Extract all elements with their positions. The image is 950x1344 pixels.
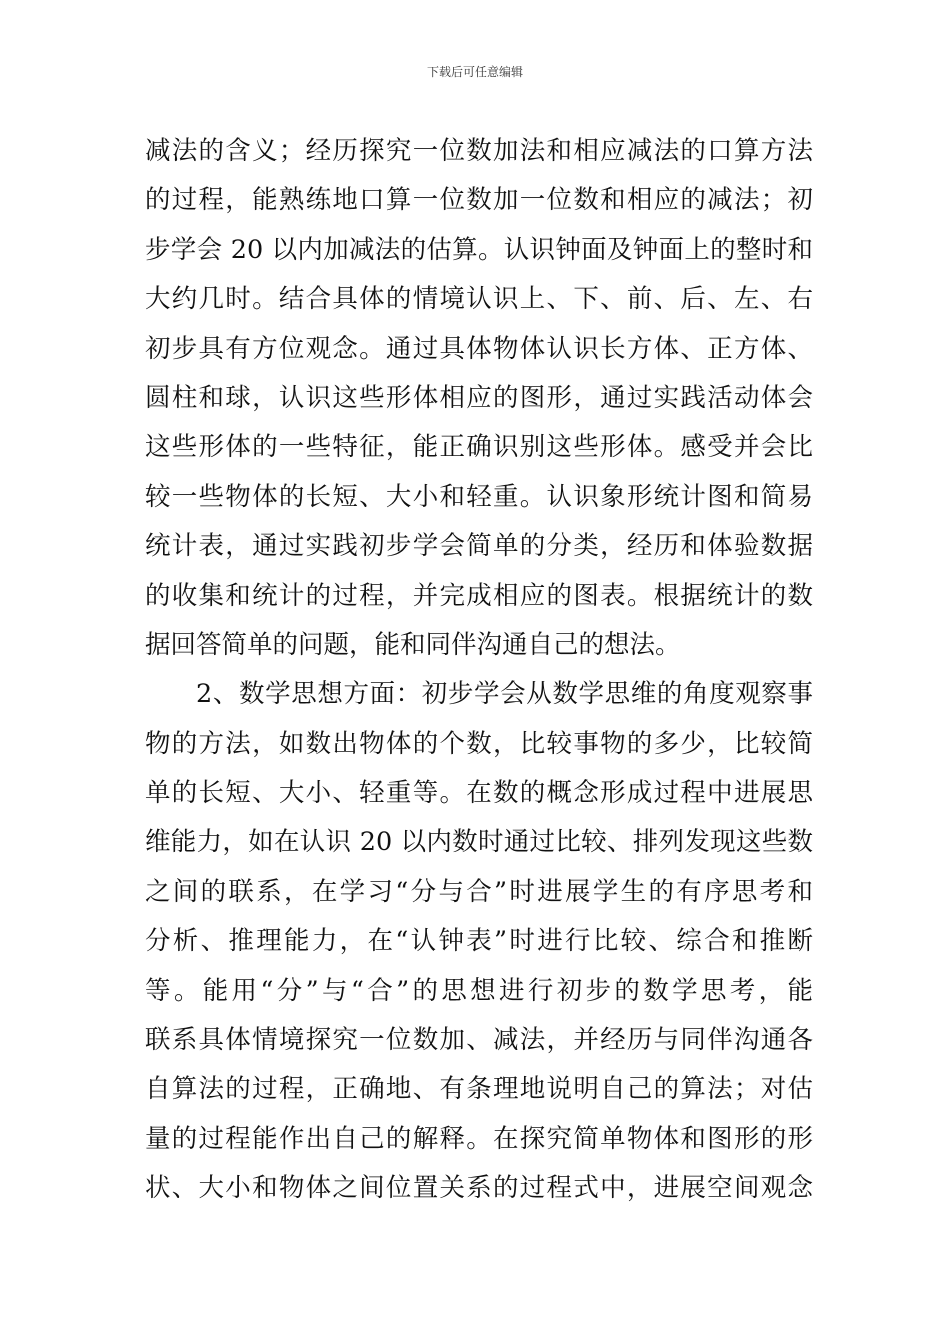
- text-line: 的收集和统计的过程，并完成相应的图表。根据统计的数: [145, 580, 813, 611]
- text-line: 自算法的过程，正确地、有条理地说明自己的算法；对估: [145, 1074, 813, 1105]
- text-line: 大约几时。结合具体的情境认识上、下、前、后、左、右: [145, 284, 813, 315]
- body-text: [145, 127, 813, 1214]
- text-line: 这些形体的一些特征，能正确识别这些形体。感受并会比: [145, 432, 813, 463]
- paragraph-start-line: 2、数学思想方面：初步学会从数学思维的角度观察事: [196, 679, 813, 710]
- text-line: 状、大小和物体之间位置关系的过程式中，进展空间观念: [145, 1173, 813, 1204]
- text-line: 初步具有方位观念。通过具体物体认识长方体、正方体、: [145, 333, 813, 364]
- text-line: 分析、推理能力，在“认钟表”时进行比较、综合和推断: [145, 926, 813, 957]
- text-line: 物的方法，如数出物体的个数，比较事物的多少，比较简: [145, 728, 813, 759]
- page-header: 下载后可任意编辑: [426, 65, 523, 79]
- text-line: 统计表，通过实践初步学会简单的分类，经历和体验数据: [145, 531, 813, 562]
- text-line: 等。能用“分”与“合”的思想进行初步的数学思考，能: [145, 975, 813, 1006]
- text-line: 减法的含义；经历探究一位数加法和相应减法的口算方法: [145, 136, 813, 166]
- text-line: 之间的联系，在学习“分与合”时进展学生的有序思考和: [145, 876, 813, 907]
- text-line: 量的过程能作出自己的解释。在探究简单物体和图形的形: [145, 1123, 813, 1154]
- text-line: 的过程，能熟练地口算一位数加一位数和相应的减法；初: [145, 185, 813, 216]
- text-line: 维能力，如在认识 20 以内数时通过比较、排列发现这些数: [145, 827, 813, 858]
- text-line: 步学会 20 以内加减法的估算。认识钟面及钟面上的整时和: [145, 234, 813, 265]
- text-line: 单的长短、大小、轻重等。在数的概念形成过程中进展思: [145, 778, 813, 809]
- text-line: 联系具体情境探究一位数加、减法，并经历与同伴沟通各: [145, 1025, 813, 1056]
- paragraph-end-line: 据回答简单的问题，能和同伴沟通自己的想法。: [145, 629, 681, 660]
- text-line: 圆柱和球，认识这些形体相应的图形，通过实践活动体会: [145, 382, 813, 413]
- text-line: 较一些物体的长短、大小和轻重。认识象形统计图和简易: [145, 481, 813, 512]
